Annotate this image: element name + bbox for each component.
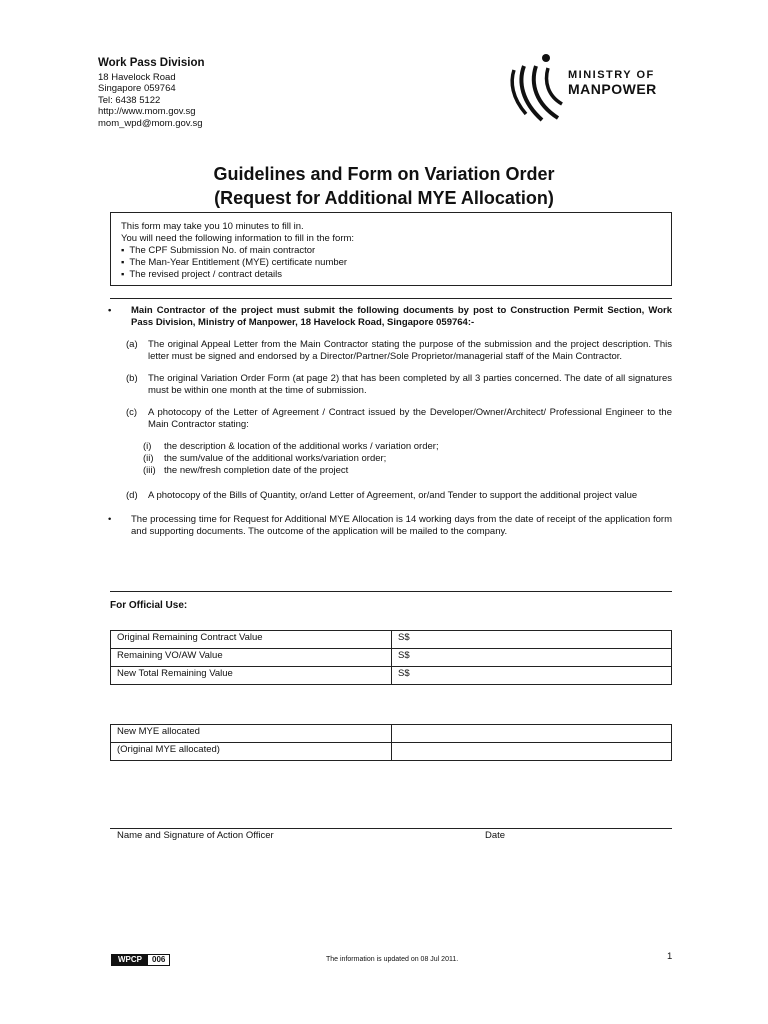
figure-swoosh-icon xyxy=(508,52,568,124)
title-line1: Guidelines and Form on Variation Order xyxy=(213,164,555,184)
submission-instruction xyxy=(100,305,672,329)
mye-allocation-table xyxy=(110,724,672,761)
info-list-item: ▪ The revised project / contract details xyxy=(121,269,671,281)
sender-address-block xyxy=(98,58,205,129)
processing-text: The processing time for Request for Additional MYE Allocation is 14 working days from the date of receipt of the application form and supporting documents. The outcome of the application will be mailed to the company. xyxy=(131,514,672,537)
info-box xyxy=(110,212,672,286)
info-time-text: This form may take you 10 minutes to fill in. xyxy=(121,221,304,232)
division-name: Work Pass Division xyxy=(98,57,205,69)
title-line2: (Request for Additional MYE Allocation) xyxy=(214,188,554,208)
submission-text: Main Contractor of the project must submit the following documents by post to Construction Permit Section, Work Pass Division, Ministry of Manpower, 18 Havelock Road, Singapore 059764:- xyxy=(131,305,672,328)
value-field[interactable] xyxy=(392,743,672,761)
table-row xyxy=(111,743,672,761)
item-text: the sum/value of the additional works/variation order; xyxy=(164,453,387,464)
item-text: the new/fresh completion date of the project xyxy=(164,465,349,476)
contract-value-table xyxy=(110,630,672,685)
table-row xyxy=(111,667,672,685)
item-text: A photocopy of the Bills of Quantity, or/and Letter of Agreement, or/and Tender to support the additional project value xyxy=(148,490,638,501)
info-list xyxy=(121,245,671,281)
processing-note xyxy=(100,514,672,538)
row-label: New MYE allocated xyxy=(111,725,392,743)
logo-text-line2: MANPOWER xyxy=(568,81,657,97)
row-label: New Total Remaining Value xyxy=(111,667,392,685)
table-row xyxy=(111,725,672,743)
address-line: Singapore 059764 xyxy=(98,83,176,94)
website-link: http://www.mom.gov.sg xyxy=(98,106,196,117)
item-text: The original Variation Order Form (at page 2) that has been completed by all 3 parties concerned. The date of all signatures must be within one month at the time of submission. xyxy=(148,373,672,396)
logo-text-line1: MINISTRY OF xyxy=(568,69,655,81)
section-divider xyxy=(110,591,672,592)
table-row xyxy=(111,649,672,667)
ministry-logo xyxy=(508,52,673,124)
item-marker: (d) xyxy=(126,490,138,501)
phone-line: Tel: 6438 5122 xyxy=(98,94,161,106)
info-need-text: You will need the following information to fill in the form: xyxy=(121,233,355,244)
row-label: Original Remaining Contract Value xyxy=(111,631,392,649)
email-link: mom_wpd@mom.gov.sg xyxy=(98,117,203,129)
document-title xyxy=(0,162,768,210)
form-code-number: 006 xyxy=(152,955,166,964)
document-item-b xyxy=(100,373,672,397)
bullet-icon: • xyxy=(108,305,112,316)
info-list-item: ▪ The CPF Submission No. of main contractor xyxy=(121,245,671,257)
document-item-c xyxy=(100,407,672,431)
item-marker: (ii) xyxy=(143,453,154,464)
value-field[interactable] xyxy=(392,725,672,743)
contract-detail-item xyxy=(100,453,672,465)
value-field[interactable]: S$ xyxy=(392,667,672,685)
bullet-icon: • xyxy=(108,514,112,525)
date-label: Date xyxy=(485,830,506,841)
address-line: 18 Havelock Road xyxy=(98,71,176,83)
form-code-badge xyxy=(111,954,170,966)
contract-details-list xyxy=(100,441,672,477)
form-code-prefix: WPCP xyxy=(112,955,148,965)
instructions xyxy=(100,305,672,538)
contract-detail-item xyxy=(100,441,672,453)
row-label: (Original MYE allocated) xyxy=(111,743,392,761)
document-item-a xyxy=(100,339,672,363)
signature-label: Name and Signature of Action Officer xyxy=(117,830,274,841)
item-text: A photocopy of the Letter of Agreement / Contract issued by the Developer/Owner/Architect/ Professional Engineer to the Main Contractor stating: xyxy=(148,407,672,430)
item-marker: (a) xyxy=(126,339,138,350)
table-row xyxy=(111,631,672,649)
item-marker: (c) xyxy=(126,407,138,418)
document-item-d xyxy=(100,490,672,502)
page-number: 1 xyxy=(667,951,673,962)
official-use-heading: For Official Use: xyxy=(110,600,188,611)
info-list-item: ▪ The Man-Year Entitlement (MYE) certificate number xyxy=(121,257,671,269)
value-field[interactable]: S$ xyxy=(392,649,672,667)
item-marker: (i) xyxy=(143,441,152,452)
value-field[interactable]: S$ xyxy=(392,631,672,649)
update-note: The information is updated on 08 Jul 2011. xyxy=(326,956,459,963)
item-text: The original Appeal Letter from the Main Contractor stating the purpose of the submission and the project description. This letter must be signed and endorsed by a Director/Partner/Sole Proprietor/managerial staff of the Main Contractor. xyxy=(148,339,672,362)
item-marker: (iii) xyxy=(143,465,156,476)
section-divider xyxy=(110,298,672,299)
signature-line[interactable] xyxy=(110,828,672,829)
row-label: Remaining VO/AW Value xyxy=(111,649,392,667)
item-marker: (b) xyxy=(126,373,138,384)
contract-detail-item xyxy=(100,465,672,477)
item-text: the description & location of the additional works / variation order; xyxy=(164,441,439,452)
